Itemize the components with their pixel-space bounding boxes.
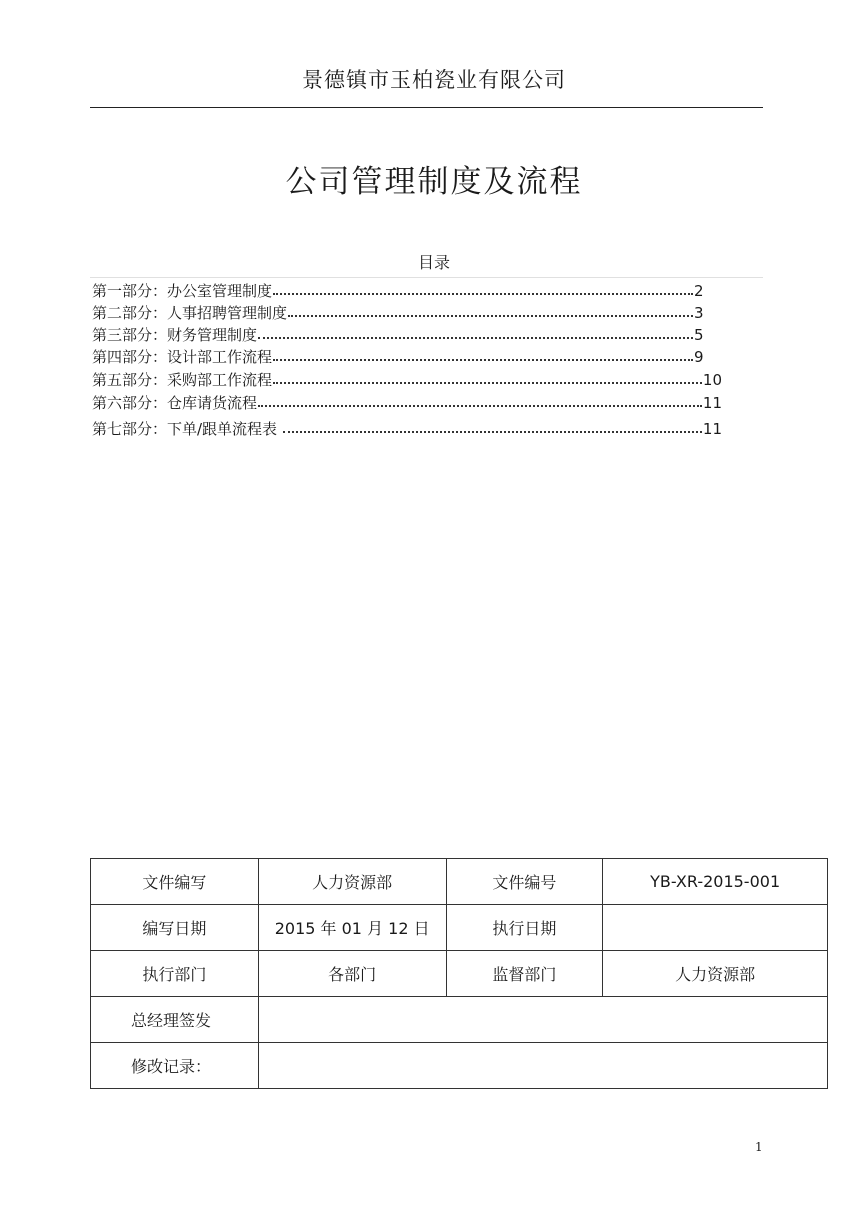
company-name: 景德镇市玉柏瓷业有限公司 bbox=[302, 68, 566, 92]
toc-item-3[interactable] bbox=[92, 325, 712, 345]
effective-date-value bbox=[603, 905, 828, 951]
toc-item-page: 5 bbox=[694, 326, 704, 344]
gm-signoff-label: 总经理签发 bbox=[91, 997, 259, 1043]
toc-item-page: 2 bbox=[694, 282, 704, 300]
header-divider bbox=[90, 107, 763, 108]
toc-item-label: 第一部分：办公室管理制度 bbox=[92, 282, 273, 300]
author-value: 人力资源部 bbox=[258, 859, 446, 905]
revision-record-value bbox=[258, 1043, 827, 1089]
toc-leader-dots bbox=[273, 293, 693, 295]
toc-item-label: 第三部分：财务管理制度 bbox=[92, 326, 258, 344]
document-info-table bbox=[90, 858, 828, 1089]
toc-item-2[interactable] bbox=[92, 303, 712, 323]
date-value: 2015 年 01 月 12 日 bbox=[258, 905, 446, 951]
page-number: 1 bbox=[755, 1140, 763, 1154]
toc-item-1[interactable] bbox=[92, 281, 712, 301]
doc-number-label: 文件编号 bbox=[446, 859, 603, 905]
toc-item-page: 11 bbox=[702, 394, 722, 412]
author-label: 文件编写 bbox=[91, 859, 259, 905]
toc-item-label: 第二部分：人事招聘管理制度 bbox=[92, 304, 288, 322]
executing-dept-label: 执行部门 bbox=[91, 951, 259, 997]
doc-number-value: YB-XR-2015-001 bbox=[603, 859, 828, 905]
table-row bbox=[91, 1043, 828, 1089]
date-label: 编写日期 bbox=[91, 905, 259, 951]
toc-leader-dots bbox=[283, 431, 702, 433]
toc-item-4[interactable] bbox=[92, 347, 712, 367]
toc-item-page: 11 bbox=[702, 420, 722, 438]
toc-item-label: 第四部分：设计部工作流程 bbox=[92, 348, 273, 366]
executing-dept-value: 各部门 bbox=[258, 951, 446, 997]
supervising-dept-label: 监督部门 bbox=[446, 951, 603, 997]
toc-item-page: 10 bbox=[702, 371, 722, 389]
toc-item-6[interactable] bbox=[92, 393, 722, 413]
table-row bbox=[91, 905, 828, 951]
toc-leader-dots bbox=[273, 359, 693, 361]
gm-signoff-value bbox=[258, 997, 827, 1043]
table-row bbox=[91, 859, 828, 905]
effective-date-label: 执行日期 bbox=[446, 905, 603, 951]
toc-item-7[interactable] bbox=[92, 419, 722, 439]
toc-divider bbox=[90, 277, 763, 278]
toc-item-page: 9 bbox=[694, 348, 704, 366]
toc-item-5[interactable] bbox=[92, 370, 722, 390]
toc-leader-dots bbox=[273, 382, 702, 384]
toc-item-page: 3 bbox=[694, 304, 704, 322]
toc-leader-dots bbox=[288, 315, 693, 317]
toc-item-label: 第五部分：采购部工作流程 bbox=[92, 371, 273, 389]
toc-leader-dots bbox=[258, 405, 702, 407]
revision-record-label: 修改记录： bbox=[91, 1043, 259, 1089]
toc-leader-dots bbox=[258, 337, 693, 339]
toc-heading: 目录 bbox=[417, 253, 450, 272]
toc-item-label: 第六部分：仓库请货流程 bbox=[92, 394, 258, 412]
supervising-dept-value: 人力资源部 bbox=[603, 951, 828, 997]
table-row bbox=[91, 951, 828, 997]
table-row bbox=[91, 997, 828, 1043]
toc-item-label: 第七部分：下单/跟单流程表 bbox=[92, 420, 282, 438]
document-title: 公司管理制度及流程 bbox=[285, 164, 583, 200]
